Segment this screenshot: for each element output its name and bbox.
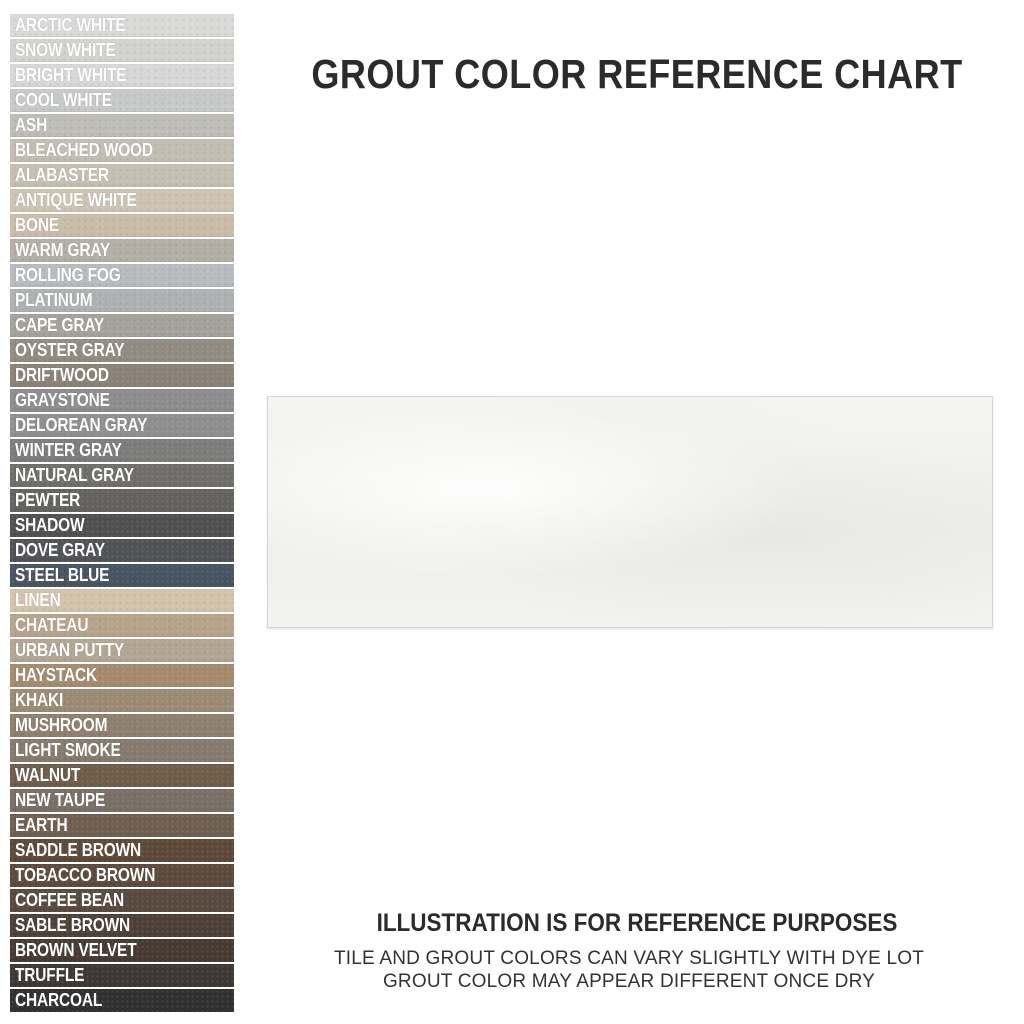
swatch-label: BRIGHT WHITE — [15, 65, 127, 85]
swatch-label: SABLE BROWN — [15, 915, 131, 935]
grout-swatch — [10, 864, 234, 887]
tile-sample-image — [267, 396, 993, 628]
swatch-label: GRAYSTONE — [15, 390, 110, 410]
swatch-label: EARTH — [15, 815, 68, 835]
swatch-label: PEWTER — [15, 490, 81, 510]
swatch-label: NATURAL GRAY — [15, 465, 134, 485]
grout-swatch — [10, 764, 234, 787]
grout-swatch — [10, 364, 234, 387]
swatch-label: COFFEE BEAN — [15, 890, 125, 910]
swatch-label: PLATINUM — [15, 290, 93, 310]
swatch-label: ROLLING FOG — [15, 265, 121, 285]
swatch-label: CHATEAU — [15, 615, 89, 635]
chart-title: GROUT COLOR REFERENCE CHART — [311, 51, 963, 97]
grout-swatch-list — [10, 14, 234, 1014]
grout-swatch — [10, 264, 234, 287]
swatch-label: DELOREAN GRAY — [15, 415, 148, 435]
grout-swatch — [10, 739, 234, 762]
grout-swatch — [10, 589, 234, 612]
dry-color-disclaimer: GROUT COLOR MAY APPEAR DIFFERENT ONCE DRY — [382, 971, 876, 992]
swatch-label: SHADOW — [15, 515, 85, 535]
swatch-label: NEW TAUPE — [15, 790, 106, 810]
swatch-label: ARCTIC WHITE — [15, 15, 126, 35]
swatch-label: ALABASTER — [15, 165, 109, 185]
swatch-label: DOVE GRAY — [15, 540, 105, 560]
grout-swatch — [10, 64, 234, 87]
grout-swatch — [10, 689, 234, 712]
grout-swatch — [10, 964, 234, 987]
grout-swatch — [10, 214, 234, 237]
swatch-label: ANTIQUE WHITE — [15, 190, 137, 210]
grout-swatch — [10, 89, 234, 112]
swatch-label: LINEN — [15, 590, 61, 610]
swatch-label: TOBACCO BROWN — [15, 865, 156, 885]
grout-swatch — [10, 239, 234, 262]
swatch-label: BROWN VELVET — [15, 940, 137, 960]
grout-swatch — [10, 814, 234, 837]
grout-swatch — [10, 914, 234, 937]
swatch-label: URBAN PUTTY — [15, 640, 125, 660]
grout-swatch — [10, 14, 234, 37]
swatch-label: BLEACHED WOOD — [15, 140, 153, 160]
swatch-label: SADDLE BROWN — [15, 840, 142, 860]
grout-swatch — [10, 714, 234, 737]
grout-swatch — [10, 989, 234, 1012]
grout-swatch — [10, 664, 234, 687]
grout-swatch — [10, 939, 234, 962]
grout-swatch — [10, 839, 234, 862]
swatch-label: CHARCOAL — [15, 990, 103, 1010]
grout-swatch — [10, 439, 234, 462]
grout-swatch — [10, 389, 234, 412]
grout-swatch — [10, 539, 234, 562]
grout-swatch — [10, 639, 234, 662]
swatch-label: SNOW WHITE — [15, 40, 116, 60]
swatch-label: WARM GRAY — [15, 240, 111, 260]
swatch-label: CAPE GRAY — [15, 315, 105, 335]
swatch-label: WALNUT — [15, 765, 81, 785]
grout-swatch — [10, 289, 234, 312]
grout-swatch — [10, 339, 234, 362]
swatch-label: OYSTER GRAY — [15, 340, 125, 360]
swatch-label: ASH — [15, 115, 48, 135]
swatch-label: WINTER GRAY — [15, 440, 122, 460]
swatch-label: TRUFFLE — [15, 965, 85, 985]
grout-swatch — [10, 564, 234, 587]
swatch-label: DRIFTWOOD — [15, 365, 109, 385]
swatch-label: HAYSTACK — [15, 665, 98, 685]
grout-swatch — [10, 314, 234, 337]
grout-swatch — [10, 189, 234, 212]
reference-disclaimer-heading: ILLUSTRATION IS FOR REFERENCE PURPOSES — [376, 909, 898, 937]
grout-swatch — [10, 464, 234, 487]
dye-lot-disclaimer: TILE AND GROUT COLORS CAN VARY SLIGHTLY WITH DYE LOT — [333, 948, 925, 969]
grout-swatch — [10, 614, 234, 637]
grout-swatch — [10, 514, 234, 537]
grout-swatch — [10, 139, 234, 162]
swatch-label: STEEL BLUE — [15, 565, 110, 585]
swatch-label: LIGHT SMOKE — [15, 740, 121, 760]
grout-swatch — [10, 164, 234, 187]
grout-swatch — [10, 39, 234, 62]
swatch-label: COOL WHITE — [15, 90, 112, 110]
grout-swatch — [10, 889, 234, 912]
swatch-label: KHAKI — [15, 690, 64, 710]
swatch-label: MUSHROOM — [15, 715, 108, 735]
grout-swatch — [10, 114, 234, 137]
grout-swatch — [10, 414, 234, 437]
grout-swatch — [10, 489, 234, 512]
swatch-label: BONE — [15, 215, 60, 235]
grout-swatch — [10, 789, 234, 812]
